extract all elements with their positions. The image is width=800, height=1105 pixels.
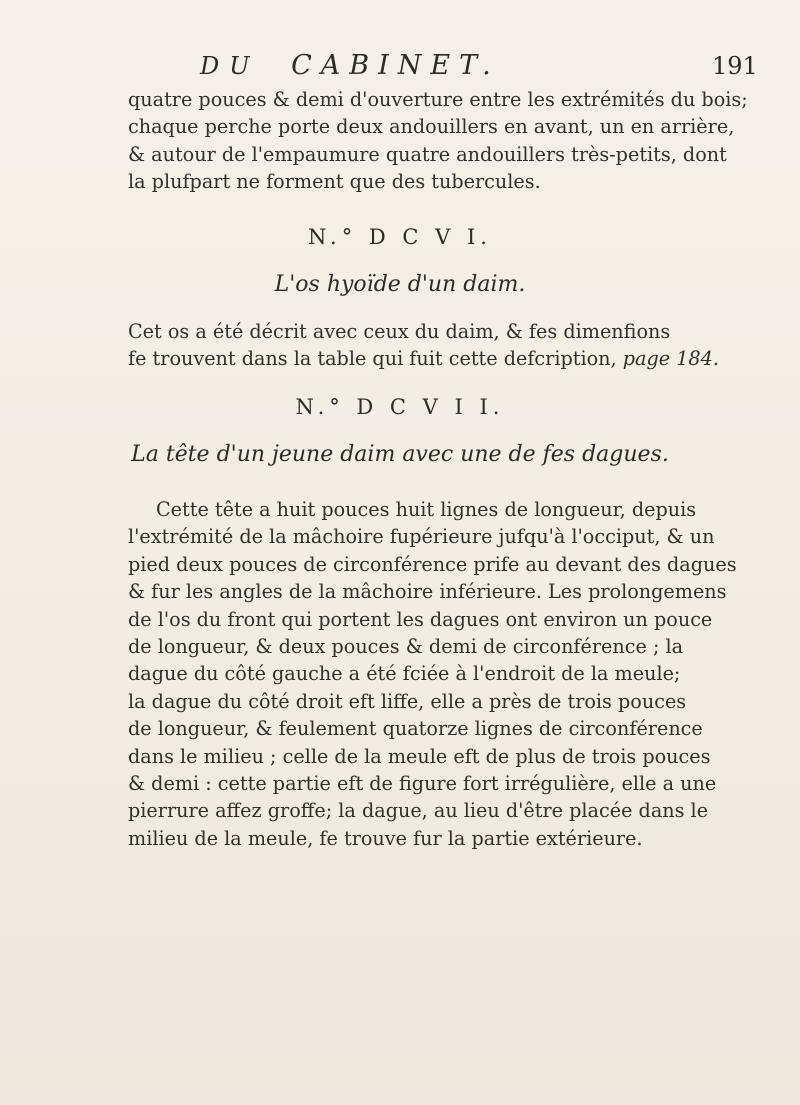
text-line: pied deux pouces de circonférence prife au devant des dagues <box>128 552 737 576</box>
running-head-du: DU <box>200 52 260 80</box>
text-line <box>128 345 719 372</box>
text-line: dans le milieu ; celle de la meule eft de plus de trois pouces <box>128 744 711 768</box>
entry-number-dcvi: N.° D C V I. <box>308 225 492 249</box>
paragraph-intro <box>128 86 748 196</box>
text-line: milieu de la meule, fe trouve fur la partie extérieure. <box>128 826 643 850</box>
text-line: & autour de l'empaumure quatre andouillers très-petits, dont <box>128 142 727 166</box>
text-line: la dague du côté droit eft liffe, elle a près de trois pouces <box>128 689 687 713</box>
text-line: & demi : cette partie eft de figure fort irrégulière, elle a une <box>128 772 717 796</box>
running-head-cabinet: CABINET. <box>291 50 500 81</box>
text-line: dague du côté gauche a été fciée à l'endroit de la meule; <box>128 662 681 686</box>
text-line: de longueur, & feulement quatorze lignes de circonférence <box>128 717 703 741</box>
text-line: Cet os a été décrit avec ceux du daim, & fes dimenfions <box>128 320 671 343</box>
entry-number-dcvii: N.° D C V I I. <box>295 395 505 419</box>
text-line: & fur les angles de la mâchoire inférieure. Les prolongemens <box>128 580 727 604</box>
text-line: chaque perche porte deux andouillers en avant, un en arrière, <box>128 115 735 139</box>
page-reference: page 184. <box>622 347 719 371</box>
text-line: de l'os du front qui portent les dagues ont environ un pouce <box>128 607 713 631</box>
text-line: pierrure affez groffe; la dague, au lieu d'être placée dans le <box>128 799 709 823</box>
text-line: la plufpart ne forment que des tubercules. <box>128 170 541 194</box>
text-line: quatre pouces & demi d'ouverture entre les extrémités du bois; <box>128 88 748 111</box>
page-number: 191 <box>712 52 758 80</box>
entry-title-hyoid: L'os hyoïde d'un daim. <box>274 272 526 297</box>
text-line: l'extrémité de la mâchoire fupérieure jufqu'à l'occiput, & un <box>128 525 715 549</box>
paragraph-head <box>128 496 737 852</box>
text-segment: fe trouvent dans la table qui fuit cette defcription, <box>128 347 623 371</box>
text-line: de longueur, & deux pouces & demi de circonférence ; la <box>128 635 684 659</box>
text-line: Cette tête a huit pouces huit lignes de longueur, depuis <box>156 498 697 521</box>
running-head <box>200 50 640 81</box>
entry-title-head: La tête d'un jeune daim avec une de fes dagues. <box>131 442 669 467</box>
paragraph-hyoid <box>128 318 719 373</box>
